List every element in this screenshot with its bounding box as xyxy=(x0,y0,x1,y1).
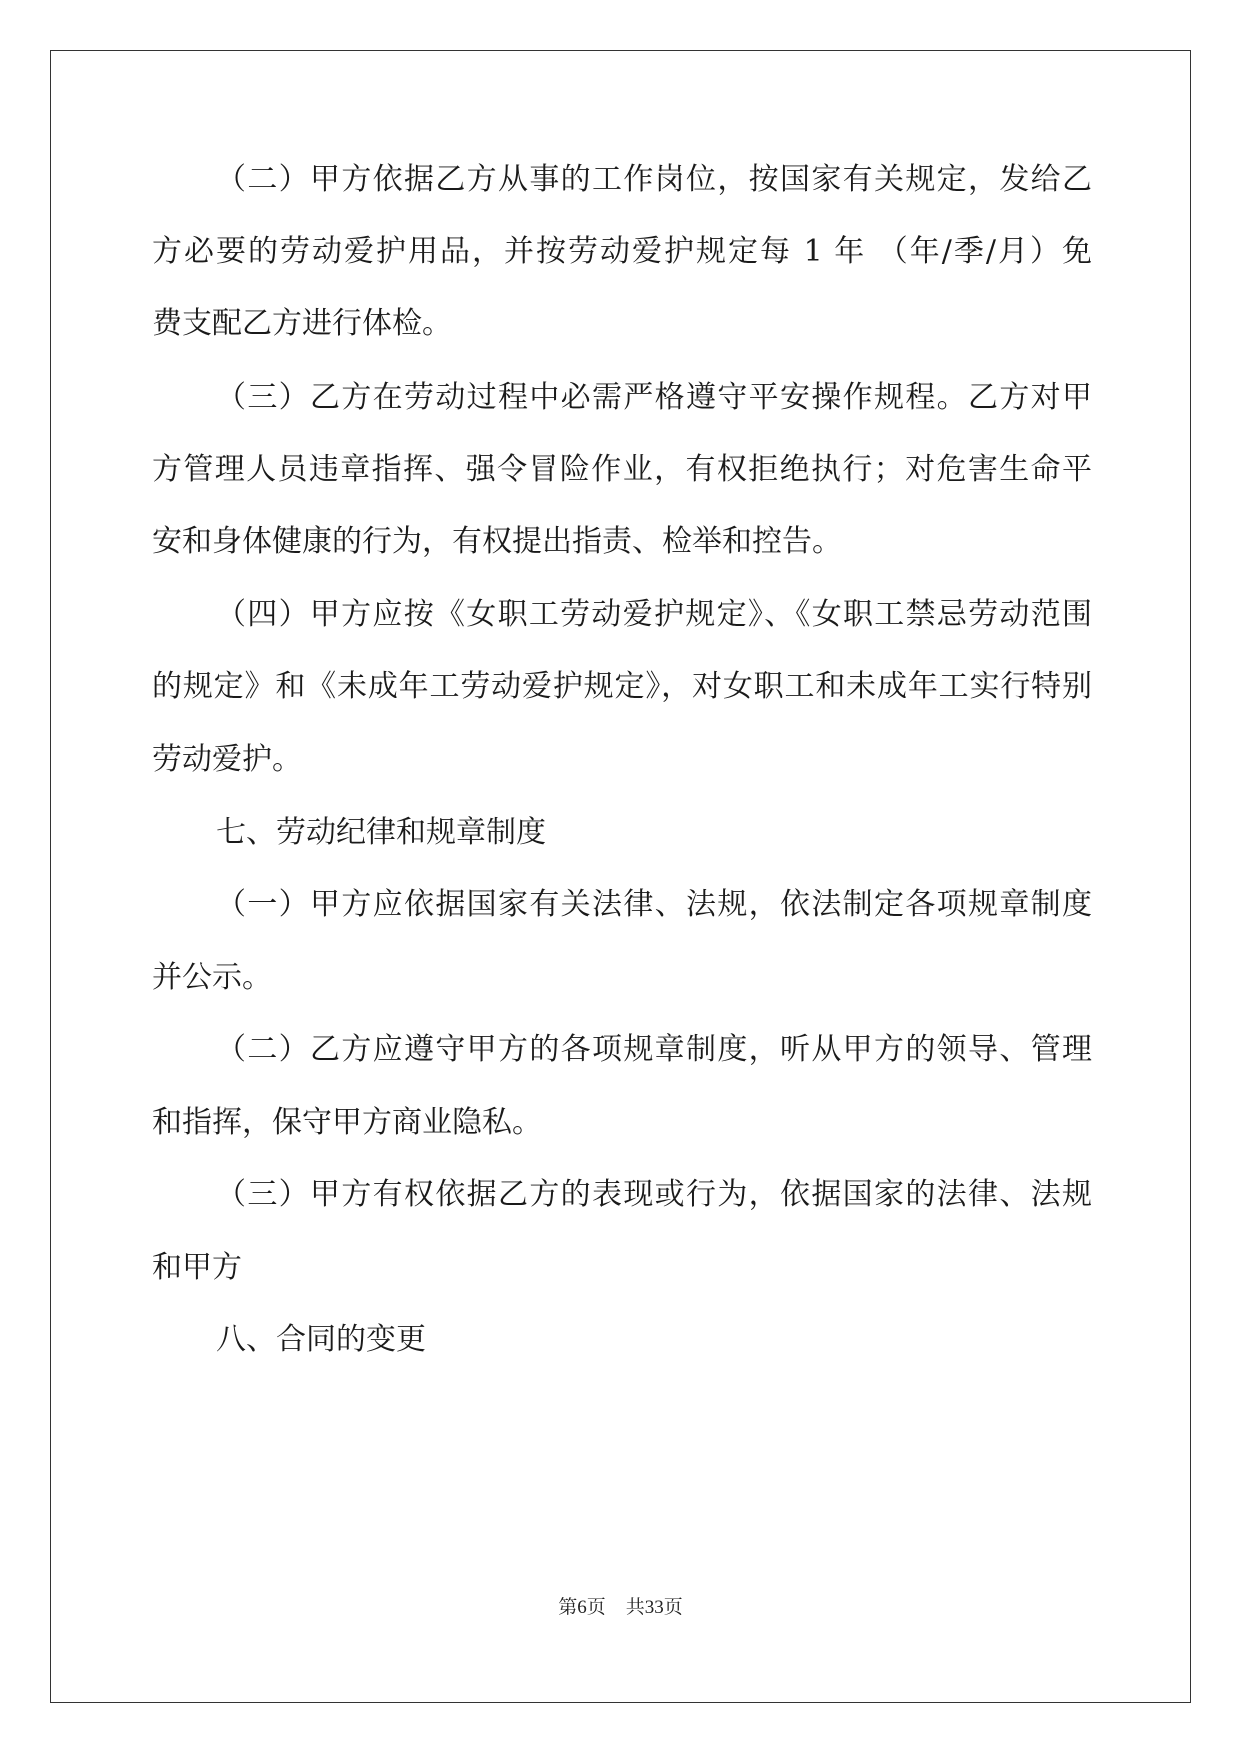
text-line-16: 和甲方 xyxy=(152,1250,242,1285)
text-line-8: 的规定》和《未成年工劳动爱护规定》，对女职工和未成年工实行特别 xyxy=(152,669,1092,704)
current-page-number: 6 xyxy=(577,1597,587,1618)
text-line-11: （一）甲方应依据国家有关法律、法规，依法制定各项规章制度 xyxy=(216,887,1092,922)
total-page-count: 33 xyxy=(644,1597,664,1618)
text-line-15: （三）甲方有权依据乙方的表现或行为，依据国家的法律、法规 xyxy=(216,1177,1092,1212)
section-heading-7: 七、劳动纪律和规章制度 xyxy=(216,815,546,850)
text-line-7: （四）甲方应按《女职工劳动爱护规定》、《女职工禁忌劳动范围 xyxy=(216,597,1092,632)
text-line-14: 和指挥，保守甲方商业隐私。 xyxy=(152,1105,542,1140)
page-suffix: 页 xyxy=(586,1596,606,1618)
total-prefix: 共 xyxy=(625,1596,645,1618)
text-line-5: 方管理人员违章指挥、强令冒险作业，有权拒绝执行；对危害生命平 xyxy=(152,452,1092,487)
page-footer xyxy=(0,1595,1241,1620)
text-line-6: 安和身体健康的行为，有权提出指责、检举和控告。 xyxy=(152,524,842,559)
page-prefix: 第 xyxy=(558,1596,578,1618)
text-line-1: （二）甲方依据乙方从事的工作岗位，按国家有关规定，发给乙 xyxy=(216,162,1092,197)
section-heading-8: 八、合同的变更 xyxy=(216,1322,426,1357)
page-border xyxy=(50,50,1191,1703)
text-line-4: （三）乙方在劳动过程中必需严格遵守平安操作规程。乙方对甲 xyxy=(216,380,1092,415)
text-line-13: （二）乙方应遵守甲方的各项规章制度，听从甲方的领导、管理 xyxy=(216,1032,1092,1067)
text-line-12: 并公示。 xyxy=(152,960,272,995)
text-line-2: 方必要的劳动爱护用品，并按劳动爱护规定每 1 年 （年/季/月）免 xyxy=(152,234,1092,269)
text-line-9: 劳动爱护。 xyxy=(152,742,302,777)
total-suffix: 页 xyxy=(663,1596,683,1618)
text-line-3: 费支配乙方进行体检。 xyxy=(152,306,452,341)
